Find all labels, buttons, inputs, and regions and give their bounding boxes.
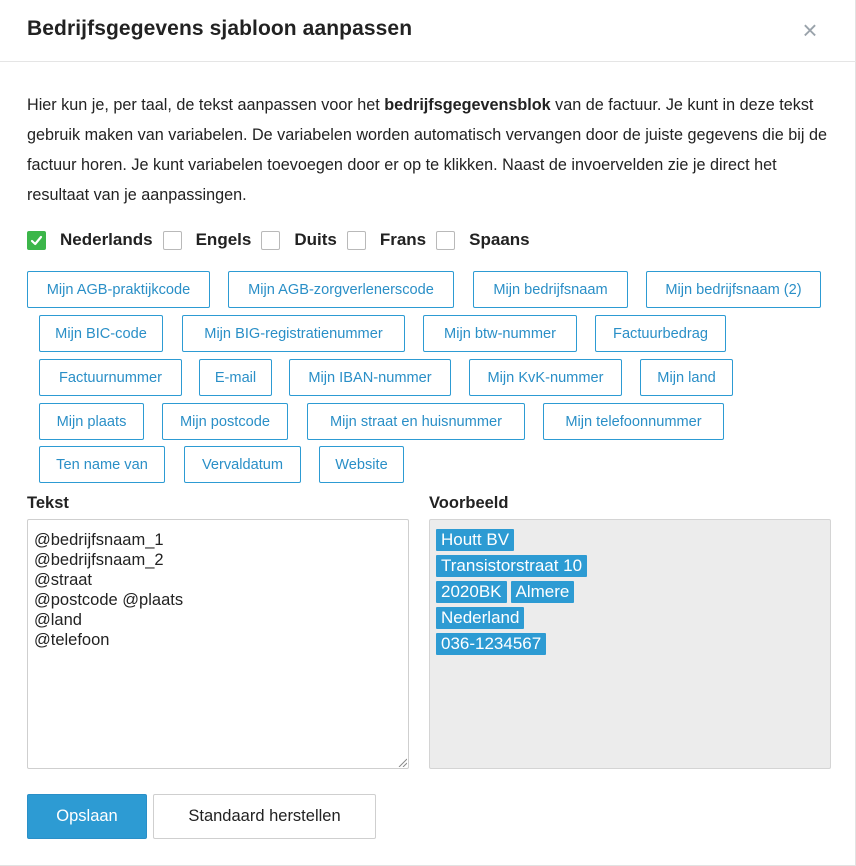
preview-token: Houtt BV	[436, 529, 514, 551]
preview-label: Voorbeeld	[429, 494, 509, 512]
save-button[interactable]: Opslaan	[27, 794, 147, 839]
variable-button[interactable]: Mijn KvK-nummer	[469, 359, 622, 396]
language-checkbox[interactable]	[27, 231, 46, 250]
variable-button[interactable]: Mijn bedrijfsnaam (2)	[646, 271, 821, 308]
language-option-duits[interactable]	[261, 230, 337, 250]
variable-button[interactable]: Mijn IBAN-nummer	[289, 359, 451, 396]
variable-button[interactable]: Mijn plaats	[39, 403, 144, 440]
language-checkbox[interactable]	[163, 231, 182, 250]
variable-button[interactable]: Mijn land	[640, 359, 733, 396]
language-checkbox[interactable]	[261, 231, 280, 250]
language-label: Spaans	[469, 230, 530, 249]
variable-button[interactable]: Mijn bedrijfsnaam	[473, 271, 628, 308]
template-text-input[interactable]	[27, 519, 409, 769]
preview-line	[436, 607, 528, 629]
language-checkbox[interactable]	[436, 231, 455, 250]
variable-button[interactable]: Mijn postcode	[162, 403, 288, 440]
checkmark-icon	[30, 234, 43, 247]
variable-button[interactable]: Factuurbedrag	[595, 315, 726, 352]
intro-text	[27, 90, 827, 210]
language-option-spaans[interactable]	[436, 230, 529, 250]
close-icon[interactable]: ×	[802, 15, 818, 45]
intro-part-1: Hier kun je, per taal, de tekst aanpassen voor het	[27, 96, 385, 114]
editor-label: Tekst	[27, 494, 69, 512]
language-option-nederlands[interactable]	[27, 230, 153, 250]
language-option-engels[interactable]	[163, 230, 252, 250]
reset-default-button[interactable]: Standaard herstellen	[153, 794, 376, 839]
preview-token: Almere	[511, 581, 575, 603]
variable-button[interactable]: Mijn btw-nummer	[423, 315, 577, 352]
variable-button[interactable]: Mijn straat en huisnummer	[307, 403, 525, 440]
variable-button[interactable]: Factuurnummer	[39, 359, 182, 396]
preview-line	[436, 555, 591, 577]
intro-part-2: van de factuur. Je kunt in deze tekst gebruik maken van variabelen. De variabelen worden automatisch vervangen door de juiste gegevens die bij de factuur horen. Je kunt variabelen toevoegen door er op te klikken. Naast de invoervelden zie je direct het resultaat van je aanpassingen.	[27, 96, 827, 204]
dialog-title: Bedrijfsgegevens sjabloon aanpassen	[27, 17, 413, 40]
preview-token: Transistorstraat 10	[436, 555, 587, 577]
variable-button[interactable]: Mijn AGB-praktijkcode	[27, 271, 210, 308]
preview-token: 2020BK	[436, 581, 507, 603]
variable-button[interactable]: Website	[319, 446, 404, 483]
language-option-frans[interactable]	[347, 230, 426, 250]
language-label: Nederlands	[60, 230, 153, 249]
dialog-header	[0, 0, 856, 62]
variable-button[interactable]: Vervaldatum	[184, 446, 301, 483]
preview-line	[436, 529, 518, 551]
variable-button[interactable]: Mijn telefoonnummer	[543, 403, 724, 440]
variable-button[interactable]: E-mail	[199, 359, 272, 396]
variable-button[interactable]: Ten name van	[39, 446, 165, 483]
resize-grip-icon[interactable]	[398, 758, 407, 767]
variable-button[interactable]: Mijn AGB-zorgverlenerscode	[228, 271, 454, 308]
language-label: Duits	[294, 230, 337, 249]
language-checkbox[interactable]	[347, 231, 366, 250]
preview-line	[436, 633, 550, 655]
preview-token: 036-1234567	[436, 633, 546, 655]
preview-line	[436, 581, 578, 603]
preview-panel	[429, 519, 831, 769]
language-selector	[27, 228, 540, 252]
preview-token: Nederland	[436, 607, 524, 629]
variable-button[interactable]: Mijn BIC-code	[39, 315, 163, 352]
intro-bold: bedrijfsgegevensblok	[384, 96, 551, 114]
language-label: Engels	[195, 230, 252, 249]
variable-button[interactable]: Mijn BIG-registratienummer	[182, 315, 405, 352]
language-label: Frans	[379, 230, 427, 249]
